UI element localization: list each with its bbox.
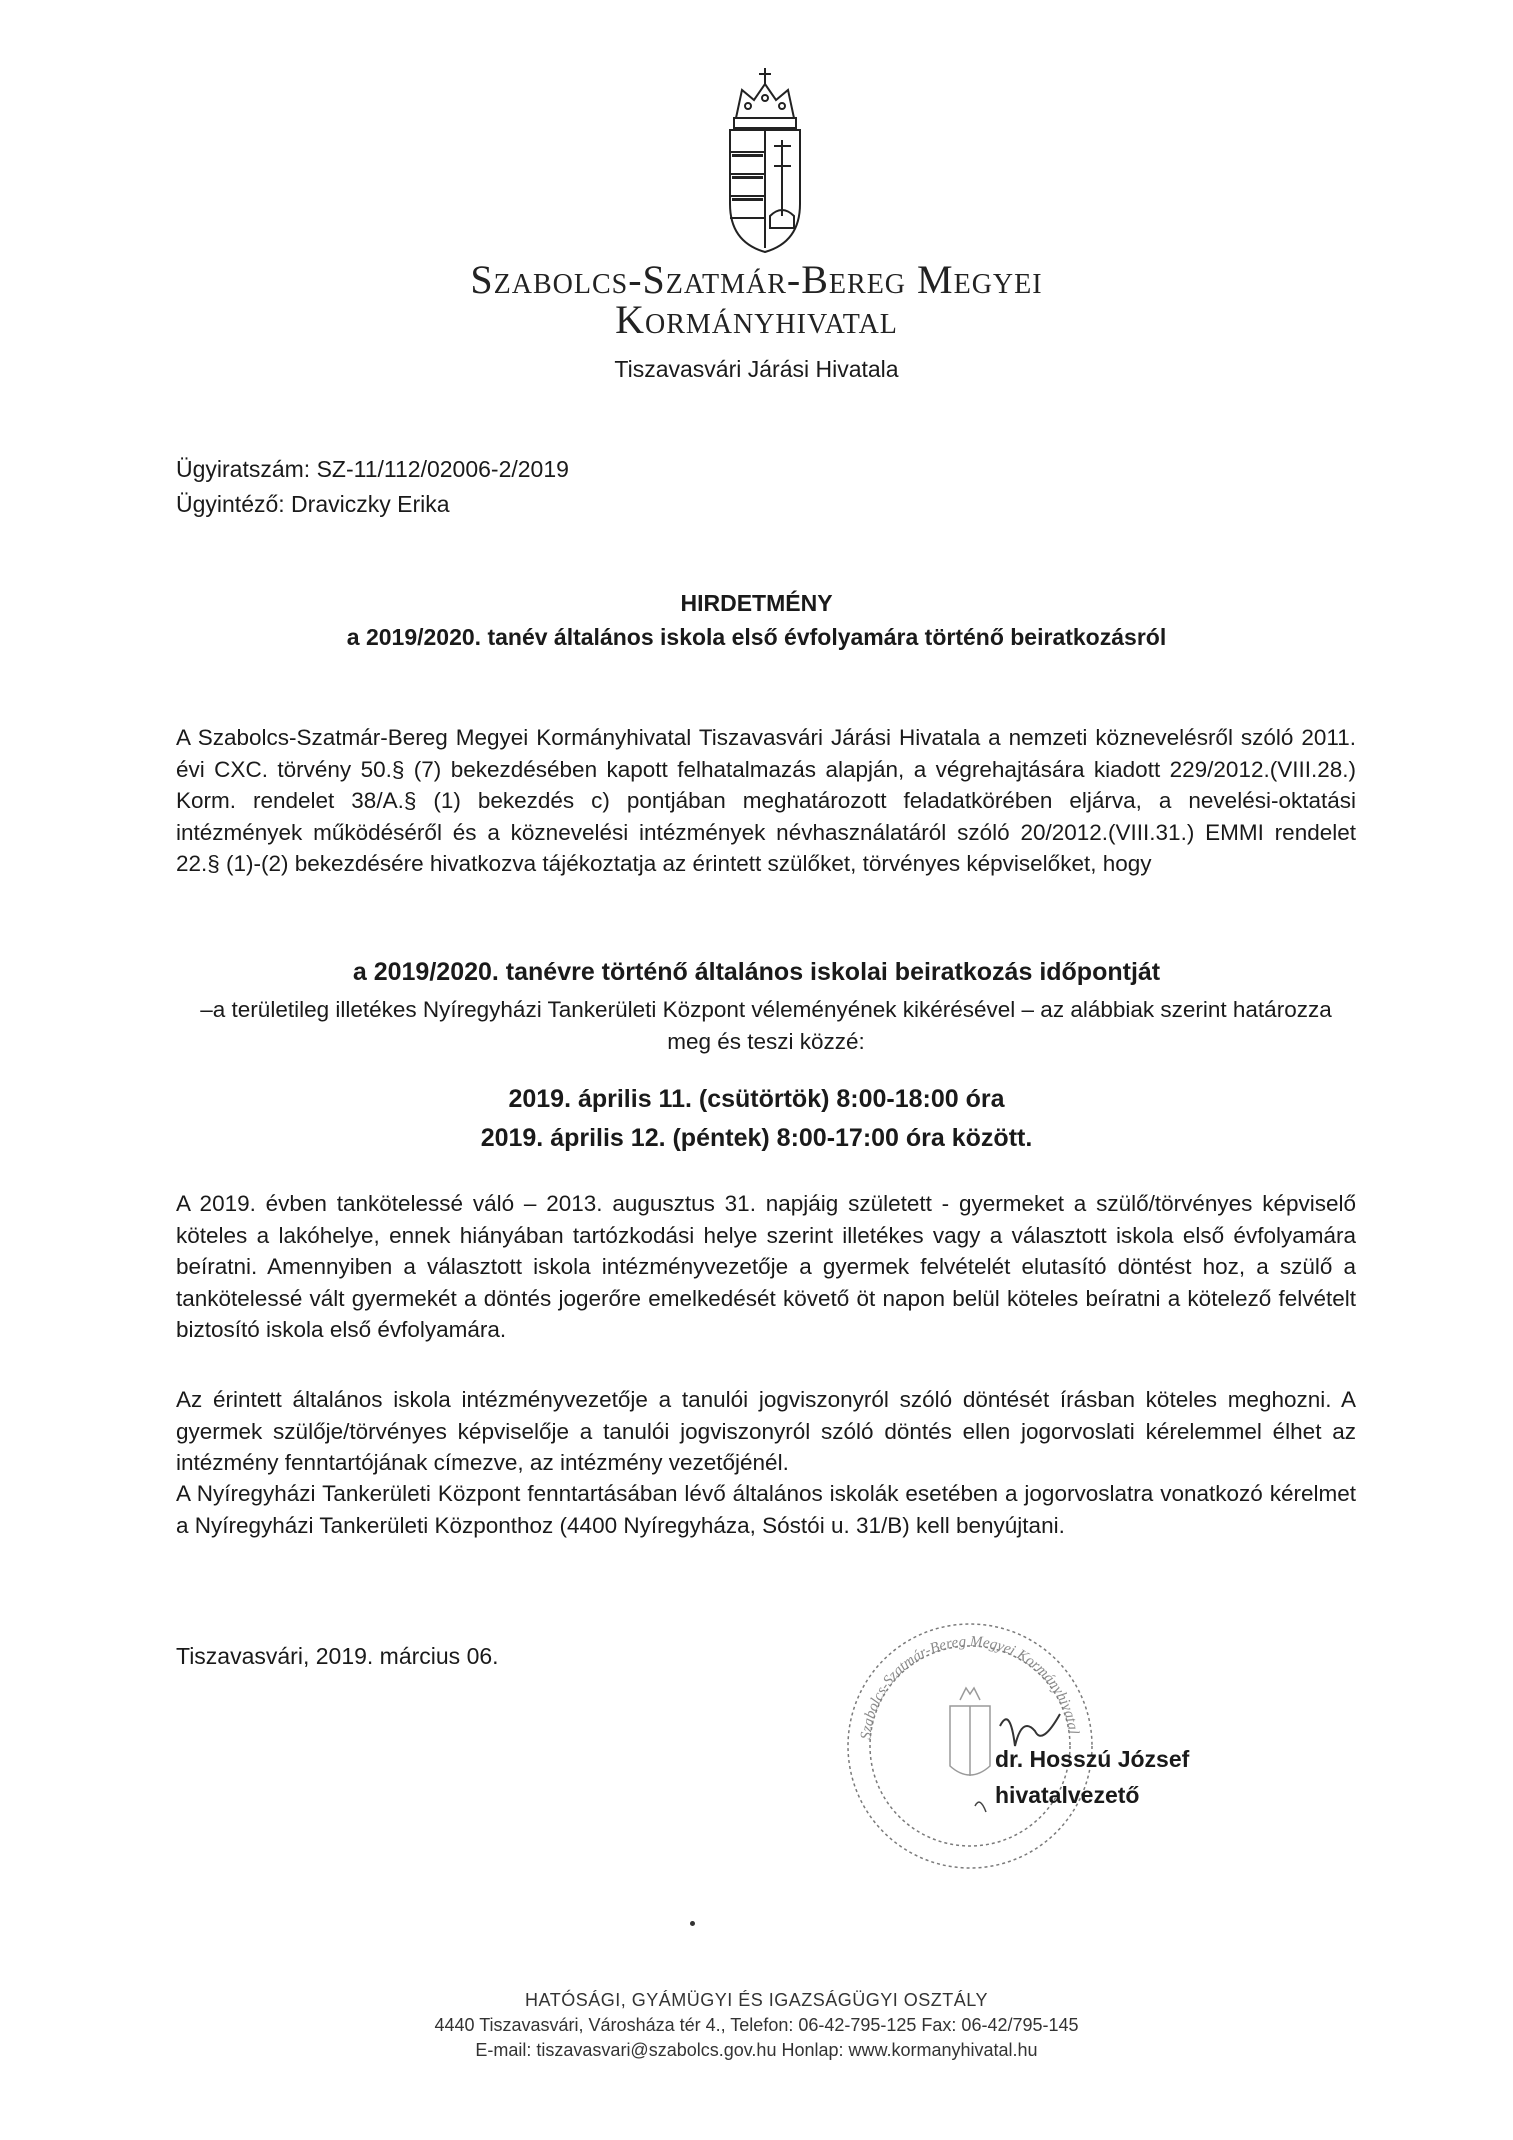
hungarian-coat-of-arms-icon (722, 66, 808, 256)
signer-name: dr. Hosszú József (995, 1746, 1190, 1772)
org-name-line2: Kormányhivatal (615, 297, 898, 342)
case-handler: Ügyintéző: Draviczky Erika (176, 491, 450, 517)
enrollment-date-1: 2019. április 11. (csütörtök) 8:00-18:00 óra (508, 1085, 1005, 1113)
signer-title: hivatalvezető (995, 1782, 1140, 1808)
notice-subtitle: a 2019/2020. tanév általános iskola első évfolyamára történő beiratkozásról (346, 624, 1167, 650)
body-paragraph-2: A 2019. évben tankötelessé váló – 2013. augusztus 31. napjáig született - gyermeket a szülő/törvényes képviselő köteles a lakóhelye, ennek hiányában tartózkodási helye szerint illetékes vagy a választott iskola első évfolyamára beíratni. Amennyiben a választott iskola intézményvezetője a gyermek felvételét elutasító döntést hoz, a szülő a tankötelessé vált gyermekét a döntés jogerőre emelkedését követő öt napon belül köteles beíratni a kötelező felvételt biztosító iskola első évfolyamára. (176, 1191, 1356, 1342)
body-paragraph-3: Az érintett általános iskola intézményvezetője a tanulói jogviszonyról szóló döntését írásban köteles meghozni. A gyermek szülője/törvényes képviselője a tanulói jogviszonyról szóló döntés ellen jogorvoslati kérelemmel élhet az intézmény fenntartójának címezve, az intézmény vezetőjénél. (176, 1387, 1356, 1475)
org-name-line1: Szabolcs-Szatmár-Bereg Megyei (470, 257, 1043, 302)
footer-address: 4440 Tiszavasvári, Városháza tér 4., Telefon: 06-42-795-125 Fax: 06-42/795-145 (434, 2015, 1079, 2035)
enrollment-date-2: 2019. április 12. (péntek) 8:00-17:00 óra között. (480, 1124, 1033, 1152)
announcement-note: –a területileg illetékes Nyíregyházi Tankerületi Központ véleményének kikérésével – az alábbiak szerint határozza meg és teszi közzé: (200, 997, 1332, 1054)
body-paragraph-1: A Szabolcs-Szatmár-Bereg Megyei Kormányhivatal Tiszavasvári Járási Hivatala a nemzeti köznevelésről szóló 2011. évi CXC. törvény 50.§ (7) bekezdésében kapott felhatalmazás alapján, a végrehajtására kiadott 229/2012.(VIII.28.) Korm. rendelet 38/A.§ (1) bekezdés c) pontjában meghatározott feladatkörében eljárva, a nevelési-oktatási intézmények működéséről és a köznevelési intézmények névhasználatáról szóló 20/2012.(VIII.31.) EMMI rendelet 22.§ (1)-(2) bekezdésére hivatkozva tájékoztatja az érintett szülőket, törvényes képviselőket, hogy (176, 725, 1356, 876)
body-paragraph-4: A Nyíregyházi Tankerületi Központ fenntartásában lévő általános iskolák esetében a jogorvoslatra vonatkozó kérelmet a Nyíregyházi Tankerületi Központhoz (4400 Nyíregyháza, Sóstói u. 31/B) kell benyújtani. (176, 1481, 1356, 1538)
footer-contact: E-mail: tiszavasvari@szabolcs.gov.hu Honlap: www.kormanyhivatal.hu (475, 2040, 1038, 2060)
department-name: Tiszavasvári Járási Hivatala (614, 356, 899, 382)
notice-title: HIRDETMÉNY (680, 590, 833, 616)
case-number: Ügyiratszám: SZ-11/112/02006-2/2019 (176, 456, 569, 482)
footer-department: HATÓSÁGI, GYÁMÜGYI ÉS IGAZSÁGÜGYI OSZTÁLY (525, 1990, 988, 2010)
announcement-heading: a 2019/2020. tanévre történő általános iskolai beiratkozás időpontját (352, 958, 1161, 986)
place-and-date: Tiszavasvári, 2019. március 06. (176, 1643, 499, 1669)
stray-dot (690, 1921, 695, 1926)
svg-text:Szabolcs-Szatmár-Bereg Megyei: Szabolcs-Szatmár-Bereg Megyei Kormányhivatal (858, 1633, 1082, 1741)
